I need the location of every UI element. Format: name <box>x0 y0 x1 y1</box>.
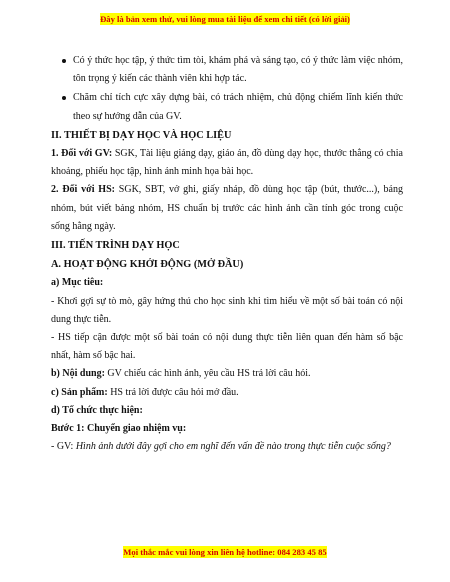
gv-question-paragraph <box>51 438 403 456</box>
content-label: b) Nội dung: <box>51 368 105 380</box>
hotline-banner <box>0 547 450 557</box>
section-heading: II. THIẾT BỊ DẠY HỌC VÀ HỌC LIỆU <box>51 129 232 141</box>
bullet-dot-icon <box>62 59 66 63</box>
gv-label: 1. Đối với GV: <box>51 148 113 160</box>
product-paragraph <box>51 384 403 402</box>
preview-banner-text: Đây là bản xem thử, vui lòng mua tài liệu để xem chi tiết (có lời giải) <box>100 14 350 24</box>
bullet-text: Có ý thức học tập, ý thức tìm tòi, khám phá và sáng tạo, có ý thức làm việc nhóm, tôn trọng ý kiến các thành viên khi hợp tác. <box>73 55 403 85</box>
org-paragraph <box>51 402 403 420</box>
hs-label: 2. Đối với HS: <box>51 184 115 196</box>
bullet-item <box>51 52 403 88</box>
goal-label <box>51 274 403 292</box>
gv-question: Hình ảnh dưới đây gợi cho em nghĩ đến vấn đề nào trong thực tiễn cuộc sống? <box>75 441 391 453</box>
gv-text: SGK, Tài liệu giảng dạy, giáo án, đồ dùng dạy học, thước thẳng có chia khoảng, phiếu học tập, hình ảnh minh họa bài học. <box>51 148 403 178</box>
activity-heading: A. HOẠT ĐỘNG KHỞI ĐỘNG (MỞ ĐẦU) <box>51 259 244 271</box>
product-label: c) Sản phẩm: <box>51 386 108 398</box>
document-body <box>51 52 403 456</box>
goal-line: - Khơi gợi sự tò mò, gây hứng thú cho học sinh khi tìm hiểu về một số bài toán có nội dung thực tiễn. <box>51 295 403 325</box>
product-text: HS trả lời được câu hỏi mở đầu. <box>107 386 239 398</box>
goal-line: - HS tiếp cận được một số bài toán có nội dung thực tiễn liên quan đến hàm số bậc nhất, hàm số bậc hai. <box>51 332 403 362</box>
hs-text: SGK, SBT, vở ghi, giấy nháp, đồ dùng học tập (bút, thước...), bảng nhóm, bút viết bảng nhóm, HS chuẩn bị trước các hình ảnh cần tính góc trong cuộc sống hằng ngày. <box>51 184 403 232</box>
content-paragraph <box>51 365 403 383</box>
step1-paragraph <box>51 420 403 438</box>
content-text: GV chiếu các hình ảnh, yêu cầu HS trả lời câu hỏi. <box>104 368 311 380</box>
hotline-banner-text: Mọi thắc mắc vui lòng xin liên hệ hotline: 084 283 45 85 <box>123 547 327 557</box>
org-label: d) Tổ chức thực hiện: <box>51 404 143 416</box>
paragraph-gv-equipment <box>51 145 403 181</box>
gv-prefix: - GV: <box>51 441 76 453</box>
bullet-text: Chăm chỉ tích cực xây dựng bài, có trách nhiệm, chủ động chiếm lĩnh kiến thức theo sự hướng dẫn của GV. <box>73 92 403 122</box>
step1-label: Bước 1: Chuyển giao nhiệm vụ: <box>51 423 187 435</box>
bullet-dot-icon <box>62 96 66 100</box>
preview-banner <box>0 14 450 24</box>
paragraph-hs-equipment <box>51 181 403 236</box>
bullet-item <box>51 89 403 125</box>
goal-label-text: a) Mục tiêu: <box>51 277 104 289</box>
section-heading: III. TIẾN TRÌNH DẠY HỌC <box>51 240 180 252</box>
